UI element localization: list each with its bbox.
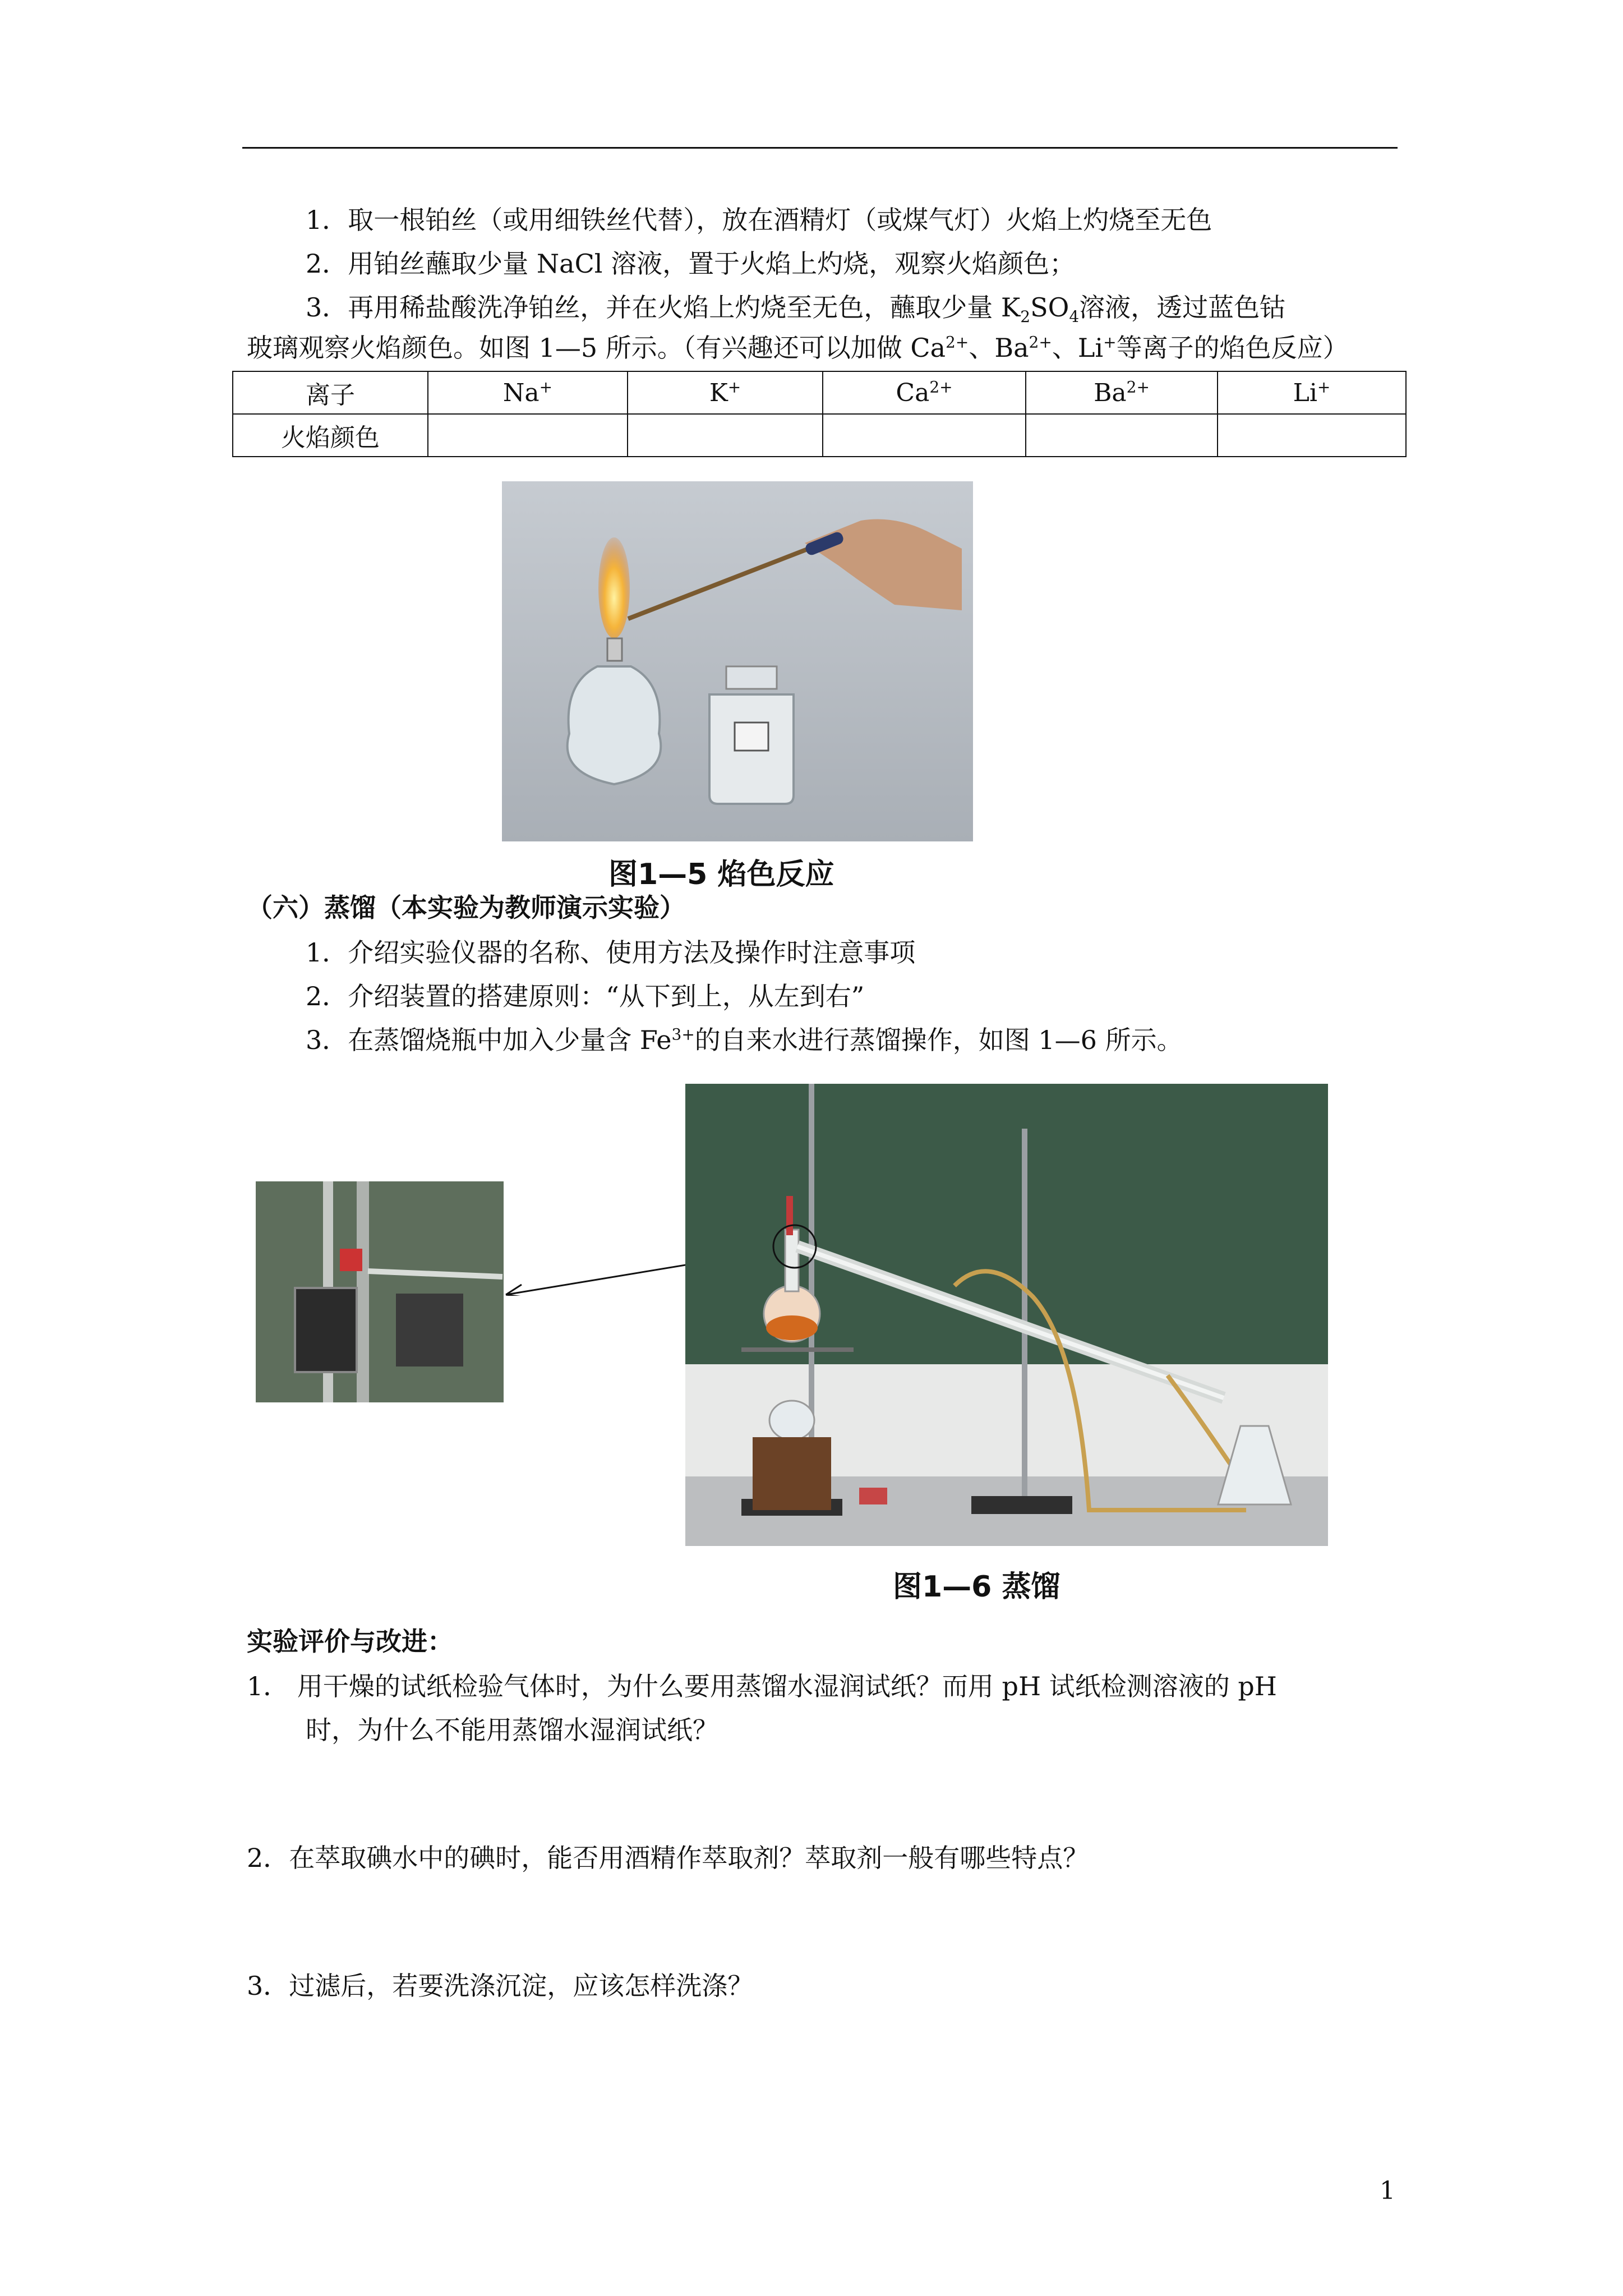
question-2: 2．在萃取碘水中的碘时，能否用酒精作萃取剂？萃取剂一般有哪些特点？ xyxy=(247,1843,1089,1873)
flame-color-cell[interactable] xyxy=(823,414,1026,457)
distillation-photo xyxy=(685,1084,1328,1546)
table-header-flame-color: 火焰颜色 xyxy=(233,414,428,457)
distillation-step-2: 2．介绍装置的搭建原则：“从下到上，从左到右” xyxy=(306,981,865,1011)
distillation-apparatus-illustration xyxy=(685,1084,1328,1546)
ion-cell: Na+ xyxy=(428,371,628,414)
figure-1-5-caption: 图1—5 焰色反应 xyxy=(608,858,834,891)
page-number: 1 xyxy=(1380,2177,1395,2205)
thermometer-closeup-illustration xyxy=(256,1181,504,1402)
flame-test-illustration xyxy=(502,481,973,841)
question-3: 3．过滤后，若要洗涤沉淀，应该怎样洗涤？ xyxy=(247,1971,754,2001)
ion-cell: $Ba^{2+}$ xyxy=(1026,371,1218,414)
table-row xyxy=(233,371,1406,414)
question-1-line-1: 1． 用干燥的试纸检验气体时，为什么要用蒸馏水湿润试纸？而用 pH 试纸检测溶液的 pH xyxy=(247,1671,1277,1701)
flame-shape xyxy=(598,537,630,638)
flame-color-cell[interactable] xyxy=(1026,414,1218,457)
evaluation-heading: 实验评价与改进： xyxy=(247,1626,453,1657)
flame-color-cell[interactable] xyxy=(1218,414,1406,457)
distillation-heading: （六）蒸馏（本实验为教师演示实验） xyxy=(247,892,685,923)
distillation-step-3: 3．在蒸馏烧瓶中加入少量含 $Fe^{3+}$的自来水进行蒸馏操作，如图 1—6 所示。 xyxy=(306,1025,1183,1055)
table-row xyxy=(233,414,1406,457)
ion-cell: K+ xyxy=(628,371,823,414)
flame-color-cell[interactable] xyxy=(428,414,628,457)
figure-1-6-caption: 图1—6 蒸馏 xyxy=(893,1570,1061,1604)
question-1-line-2: 时，为什么不能用蒸馏水湿润试纸？ xyxy=(306,1715,718,1745)
flame-step-3: 3．再用稀盐酸洗净铂丝，并在火焰上灼烧至无色，蘸取少量 $K_2SO_4$溶液，透过蓝色钴 xyxy=(306,292,1286,326)
flame-step-1: 1．取一根铂丝（或用细铁丝代替），放在酒精灯（或煤气灯）火焰上灼烧至无色 xyxy=(306,205,1212,235)
wooden-block xyxy=(753,1437,831,1510)
header-rule xyxy=(242,147,1398,149)
ion-flame-table xyxy=(232,371,1407,457)
flame-test-photo xyxy=(502,481,973,841)
distillation-inset-photo xyxy=(256,1181,504,1402)
ion-cell: $Ca^{2+}$ xyxy=(823,371,1026,414)
flame-color-cell[interactable] xyxy=(628,414,823,457)
distillation-step-1: 1．介绍实验仪器的名称、使用方法及操作时注意事项 xyxy=(306,937,916,968)
flame-step-3-cont: 玻璃观察火焰颜色。如图 1—5 所示。（有兴趣还可以加做 $Ca^{2+}$、$Ba^{2+}$、Li+等离子的焰色反应） xyxy=(247,333,1349,363)
alcohol-lamp-shape xyxy=(568,666,661,784)
table-header-ion: 离子 xyxy=(233,371,428,414)
ion-cell: Li+ xyxy=(1218,371,1406,414)
flame-step-2: 2．用铂丝蘸取少量 NaCl 溶液，置于火焰上灼烧，观察火焰颜色； xyxy=(306,249,1076,279)
